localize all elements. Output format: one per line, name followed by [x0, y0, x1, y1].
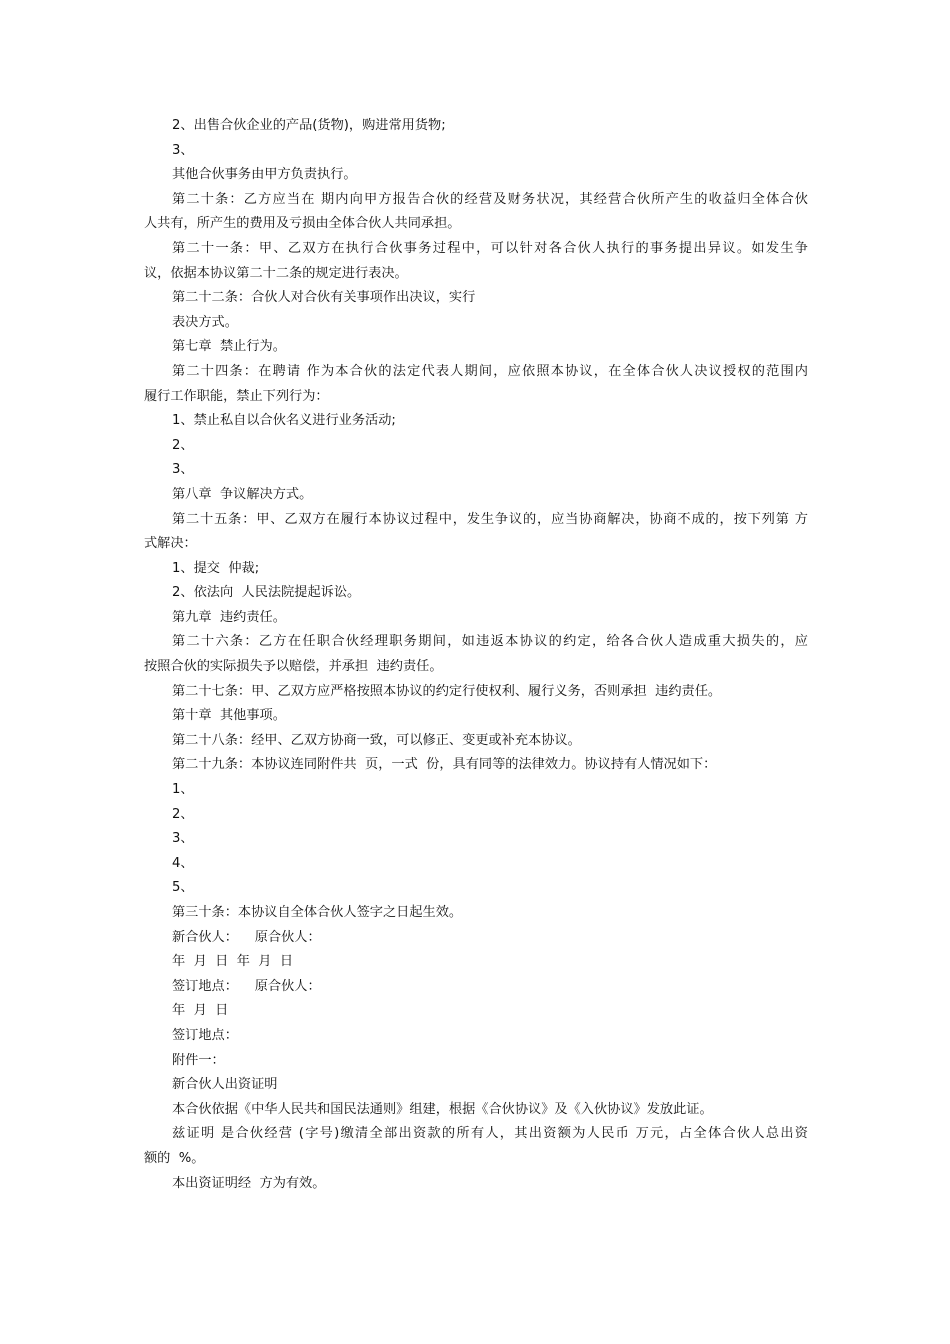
text-line: 2、依法向 人民法院提起诉讼。 — [172, 585, 361, 601]
text-line: 其他合伙事务由甲方负责执行。 — [172, 167, 357, 183]
text-line: 第二十五条：甲、乙双方在履行本协议过程中，发生争议的，应当协商解决，协商不成的，按下列第 方 — [172, 511, 808, 527]
text-line: 表决方式。 — [172, 314, 238, 330]
text-line: 附件一： — [172, 1052, 225, 1068]
text-line: 签订地点： 原合伙人： — [172, 978, 321, 994]
text-line: 2、 — [172, 806, 194, 822]
text-line: 第二十一条：甲、乙双方在执行合伙事务过程中，可以针对各合伙人执行的事务提出异议。如发生争 — [172, 240, 808, 256]
text-line: 签订地点： — [172, 1027, 238, 1043]
text-line: 1、提交 仲裁; — [172, 560, 260, 576]
appendix-title: 新合伙人出资证明 — [172, 1077, 278, 1093]
text-line: 4、 — [172, 855, 194, 871]
text-line: 额的 %。 — [144, 1150, 205, 1166]
text-line: 第二十六条：乙方在任职合伙经理职务期间，如违返本协议的约定，给各合伙人造成重大损失的，应 — [172, 634, 808, 650]
text-line: 2、出售合伙企业的产品(货物)，购进常用货物; — [172, 118, 446, 133]
chapter-heading: 第七章 禁止行为。 — [172, 339, 286, 355]
text-line: 人共有，所产生的费用及亏损由全体合伙人共同承担。 — [144, 216, 461, 232]
chapter-heading: 第八章 争议解决方式。 — [172, 486, 313, 502]
text-line: 第二十九条：本协议连同附件共 页，一式 份，具有同等的法律效力。协议持有人情况如下： — [172, 757, 717, 773]
text-line: 第二十八条：经甲、乙双方协商一致，可以修正、变更或补充本协议。 — [172, 732, 581, 748]
text-line: 履行工作职能，禁止下列行为： — [144, 388, 329, 404]
text-line: 第二十二条：合伙人对合伙有关事项作出决议，实行 — [172, 290, 476, 306]
text-line: 第三十条：本协议自全体合伙人签字之日起生效。 — [172, 905, 463, 920]
text-line: 1、禁止私自以合伙名义进行业务活动; — [172, 413, 396, 429]
text-line: 3、 — [172, 142, 194, 158]
text-line: 式解决： — [144, 536, 197, 552]
text-line: 兹证明 是合伙经营 (字号)缴清全部出资款的所有人，其出资额为人民币 万元，占全体合伙人总出资 — [172, 1126, 808, 1142]
text-line: 新合伙人： 原合伙人： — [172, 929, 321, 945]
text-line: 年 月 日 年 月 日 — [172, 954, 294, 970]
text-line: 本出资证明经 方为有效。 — [172, 1175, 326, 1191]
text-line: 第二十条：乙方应当在 期内向甲方报告合伙的经营及财务状况，其经营合伙所产生的收益归全体合伙 — [172, 191, 808, 207]
text-line: 第二十四条：在聘请 作为本合伙的法定代表人期间，应依照本协议，在全体合伙人决议授权的范围内 — [172, 363, 808, 379]
text-line: 本合伙依据《中华人民共和国民法通则》组建，根据《合伙协议》及《入伙协议》发放此证。 — [172, 1101, 713, 1117]
text-line: 第二十七条：甲、乙双方应严格按照本协议的约定行使权利、履行义务，否则承担 违约责任。 — [172, 683, 722, 699]
text-line: 3、 — [172, 462, 194, 478]
text-line: 3、 — [172, 831, 194, 847]
text-line: 5、 — [172, 880, 194, 896]
text-line: 2、 — [172, 437, 194, 453]
chapter-heading: 第九章 违约责任。 — [172, 609, 286, 625]
text-line: 议，依据本协议第二十二条的规定进行表决。 — [144, 265, 408, 281]
chapter-heading: 第十章 其他事项。 — [172, 708, 286, 724]
document-body — [144, 114, 808, 1196]
text-line: 年 月 日 — [172, 1003, 229, 1019]
text-line: 按照合伙的实际损失予以赔偿，并承担 违约责任。 — [144, 659, 443, 675]
text-line: 1、 — [172, 782, 194, 798]
